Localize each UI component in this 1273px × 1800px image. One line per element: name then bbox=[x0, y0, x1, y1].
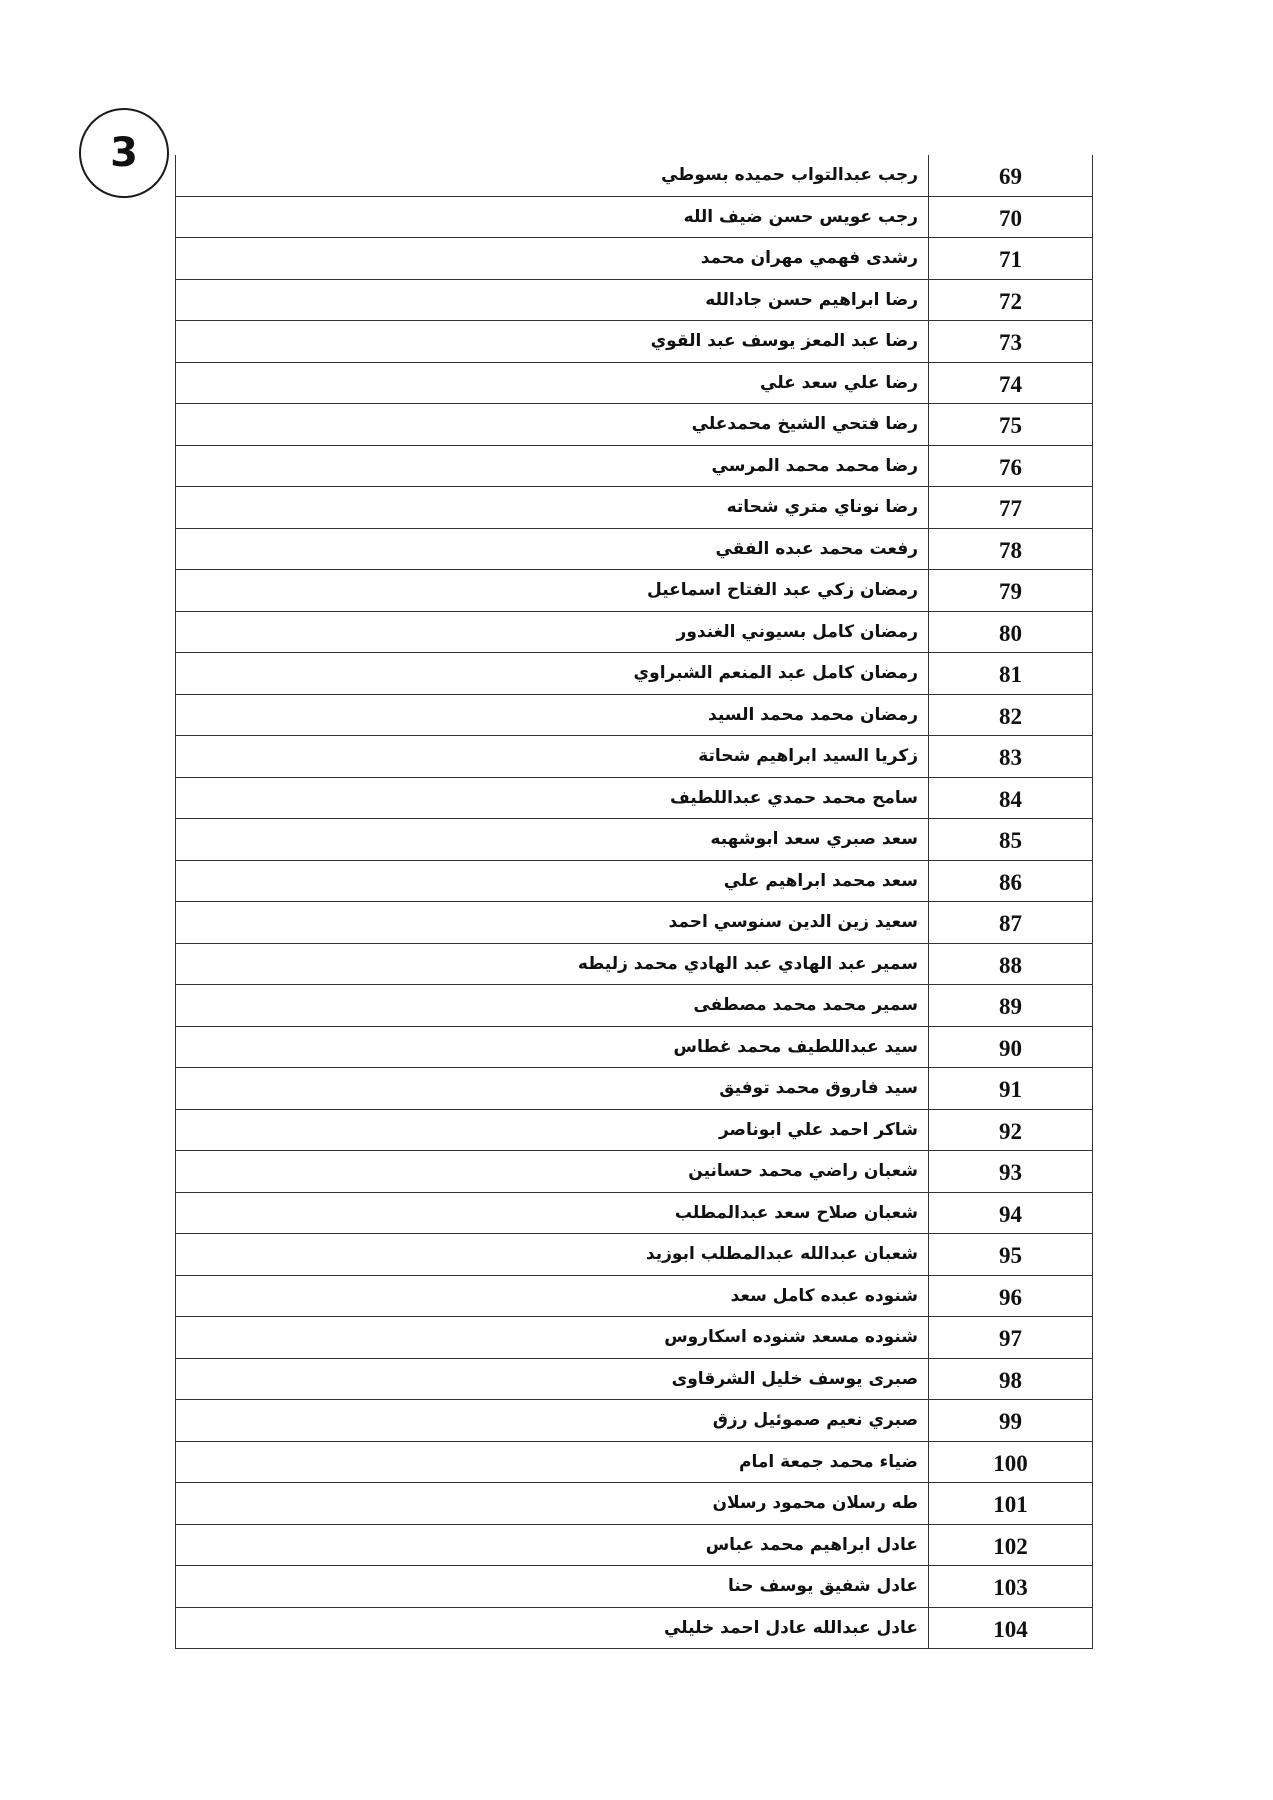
number-cell: 102 bbox=[993, 1533, 1028, 1559]
number-cell: 77 bbox=[999, 496, 1022, 521]
number-cell: 78 bbox=[999, 537, 1022, 563]
table-row bbox=[176, 1193, 1092, 1235]
name-cell: رضا محمد محمد المرسي bbox=[176, 446, 929, 487]
table-row bbox=[176, 404, 1092, 446]
table-row bbox=[176, 736, 1092, 778]
name-cell: رفعت محمد عبده الفقي bbox=[176, 529, 929, 570]
table-row bbox=[176, 1400, 1092, 1442]
table-row bbox=[176, 1317, 1092, 1359]
table-row bbox=[176, 1483, 1092, 1525]
table-row bbox=[176, 363, 1092, 405]
number-cell: 90 bbox=[999, 1035, 1022, 1061]
table-row bbox=[176, 1027, 1092, 1069]
table-row bbox=[176, 612, 1092, 654]
table-row bbox=[176, 861, 1092, 903]
table-row bbox=[176, 1151, 1092, 1193]
name-cell: زكريا السيد ابراهيم شحاتة bbox=[176, 736, 929, 777]
number-cell: 86 bbox=[999, 869, 1022, 895]
name-cell: عادل عبدالله عادل احمد خليلي bbox=[176, 1608, 929, 1649]
table-row bbox=[176, 653, 1092, 695]
name-cell: صبرى يوسف خليل الشرقاوى bbox=[176, 1359, 929, 1400]
number-cell: 70 bbox=[999, 205, 1022, 231]
name-cell: شعبان عبدالله عبدالمطلب ابوزيد bbox=[176, 1234, 929, 1275]
table-row bbox=[176, 238, 1092, 280]
name-cell: رمضان محمد محمد السيد bbox=[176, 695, 929, 736]
name-cell: طه رسلان محمود رسلان bbox=[176, 1483, 929, 1524]
number-cell: 75 bbox=[999, 413, 1022, 438]
name-cell: رجب عويس حسن ضيف الله bbox=[176, 197, 929, 238]
name-cell: ضياء محمد جمعة امام bbox=[176, 1442, 929, 1483]
number-cell: 79 bbox=[999, 579, 1022, 604]
number-cell: 104 bbox=[993, 1616, 1028, 1642]
table-row bbox=[176, 1359, 1092, 1401]
name-cell: سعد صبري سعد ابوشهبه bbox=[176, 819, 929, 860]
name-cell: عادل ابراهيم محمد عباس bbox=[176, 1525, 929, 1566]
table-row bbox=[176, 155, 1092, 197]
name-cell: شعبان صلاح سعد عبدالمطلب bbox=[176, 1193, 929, 1234]
name-cell: سمير محمد محمد مصطفى bbox=[176, 985, 929, 1026]
number-cell: 83 bbox=[999, 745, 1022, 770]
name-cell: عادل شفيق يوسف حنا bbox=[176, 1566, 929, 1607]
table-row bbox=[176, 487, 1092, 529]
table-row bbox=[176, 446, 1092, 488]
table-row bbox=[176, 1608, 1092, 1649]
table-row bbox=[176, 1110, 1092, 1152]
name-cell: رشدى فهمي مهران محمد bbox=[176, 238, 929, 279]
table-row bbox=[176, 197, 1092, 239]
name-cell: رمضان زكي عبد الفتاح اسماعيل bbox=[176, 570, 929, 611]
number-cell: 101 bbox=[993, 1492, 1028, 1517]
table-row bbox=[176, 1525, 1092, 1567]
name-cell: رضا علي سعد علي bbox=[176, 363, 929, 404]
table-row bbox=[176, 1566, 1092, 1608]
table-row bbox=[176, 1276, 1092, 1318]
number-cell: 89 bbox=[999, 994, 1022, 1019]
number-cell: 91 bbox=[999, 1077, 1022, 1102]
number-cell: 95 bbox=[999, 1243, 1022, 1268]
name-cell: شاكر احمد علي ابوناصر bbox=[176, 1110, 929, 1151]
number-cell: 97 bbox=[999, 1326, 1022, 1351]
name-cell: سامح محمد حمدي عبداللطيف bbox=[176, 778, 929, 819]
number-cell: 69 bbox=[999, 164, 1022, 189]
table-row bbox=[176, 902, 1092, 944]
number-cell: 84 bbox=[999, 786, 1022, 812]
page-number-badge: 3 bbox=[79, 108, 169, 198]
table-row bbox=[176, 778, 1092, 820]
name-cell: شنوده مسعد شنوده اسكاروس bbox=[176, 1317, 929, 1358]
number-cell: 98 bbox=[999, 1367, 1022, 1393]
table-row bbox=[176, 1234, 1092, 1276]
number-cell: 73 bbox=[999, 330, 1022, 355]
table-row bbox=[176, 529, 1092, 571]
name-cell: صبري نعيم صموئيل رزق bbox=[176, 1400, 929, 1441]
name-cell: رضا ابراهيم حسن جادالله bbox=[176, 280, 929, 321]
table-row bbox=[176, 695, 1092, 737]
name-cell: رضا فتحي الشيخ محمدعلي bbox=[176, 404, 929, 445]
table-row bbox=[176, 819, 1092, 861]
name-cell: رضا عبد المعز يوسف عبد القوي bbox=[176, 321, 929, 362]
table-row bbox=[176, 321, 1092, 363]
name-cell: رمضان كامل بسيوني الغندور bbox=[176, 612, 929, 653]
number-cell: 85 bbox=[999, 828, 1022, 853]
number-cell: 88 bbox=[999, 952, 1022, 978]
table-row bbox=[176, 570, 1092, 612]
number-cell: 80 bbox=[999, 620, 1022, 646]
number-cell: 103 bbox=[993, 1575, 1028, 1600]
number-cell: 82 bbox=[999, 703, 1022, 729]
name-cell: شنوده عبده كامل سعد bbox=[176, 1276, 929, 1317]
name-cell: رضا نوناي متري شحاته bbox=[176, 487, 929, 528]
number-cell: 81 bbox=[999, 662, 1022, 687]
table-row bbox=[176, 944, 1092, 986]
number-cell: 99 bbox=[999, 1409, 1022, 1434]
name-cell: رجب عبدالتواب حميده بسوطي bbox=[176, 155, 929, 196]
name-cell: سيد فاروق محمد توفيق bbox=[176, 1068, 929, 1109]
number-cell: 92 bbox=[999, 1118, 1022, 1144]
number-cell: 71 bbox=[999, 247, 1022, 272]
number-cell: 74 bbox=[999, 371, 1022, 397]
number-cell: 94 bbox=[999, 1201, 1022, 1227]
table-row bbox=[176, 1442, 1092, 1484]
number-cell: 76 bbox=[999, 454, 1022, 480]
number-cell: 87 bbox=[999, 911, 1022, 936]
name-cell: سيد عبداللطيف محمد غطاس bbox=[176, 1027, 929, 1068]
table-row bbox=[176, 1068, 1092, 1110]
number-cell: 72 bbox=[999, 288, 1022, 314]
name-cell: شعبان راضي محمد حسانين bbox=[176, 1151, 929, 1192]
name-cell: سمير عبد الهادي عبد الهادي محمد زليطه bbox=[176, 944, 929, 985]
number-cell: 100 bbox=[993, 1450, 1028, 1476]
number-cell: 96 bbox=[999, 1284, 1022, 1310]
name-cell: سعد محمد ابراهيم علي bbox=[176, 861, 929, 902]
number-cell: 93 bbox=[999, 1160, 1022, 1185]
name-cell: رمضان كامل عبد المنعم الشبراوي bbox=[176, 653, 929, 694]
table-row bbox=[176, 985, 1092, 1027]
table-row bbox=[176, 280, 1092, 322]
names-table bbox=[175, 155, 1093, 1649]
name-cell: سعيد زين الدين سنوسي احمد bbox=[176, 902, 929, 943]
